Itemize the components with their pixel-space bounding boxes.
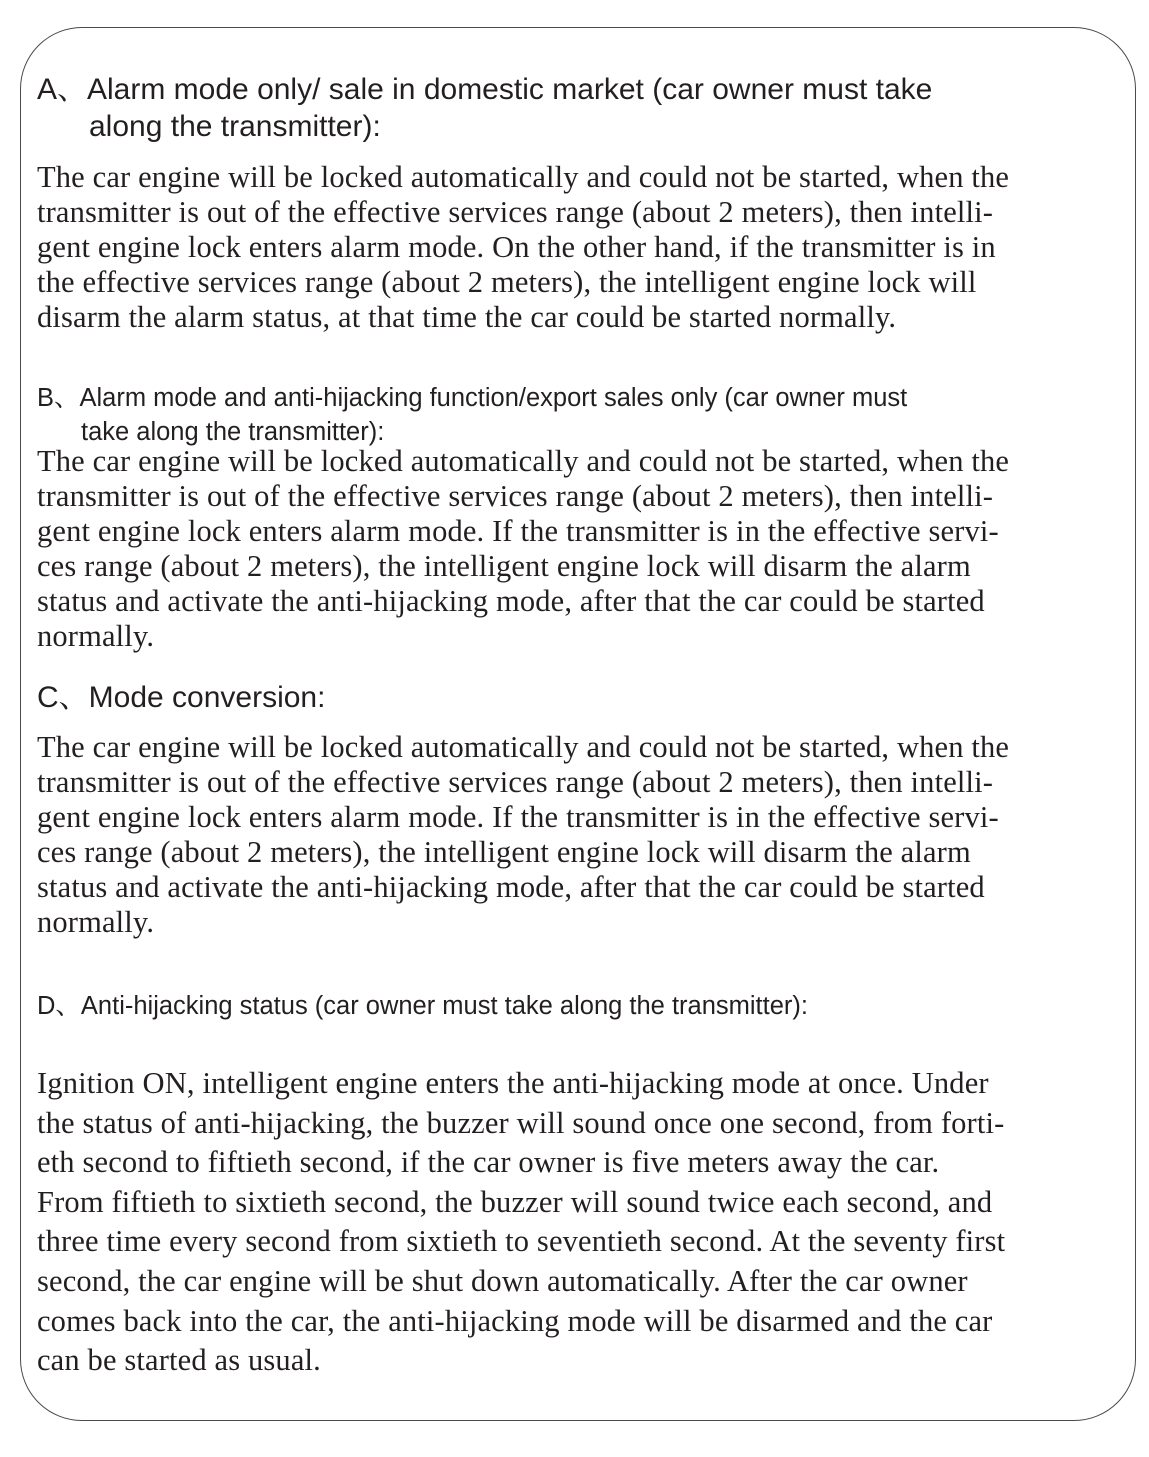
section-c-heading: [37, 679, 325, 716]
body-line: gent engine lock enters alarm mode. On the other hand, if the transmitter is in: [37, 230, 996, 264]
section-b-heading: [37, 381, 907, 449]
body-line: transmitter is out of the effective services range (about 2 meters), then intelli-: [37, 195, 994, 229]
heading-line: take along the transmitter):: [81, 418, 385, 446]
body-line: gent engine lock enters alarm mode. If the transmitter is in the effective servi-: [37, 514, 999, 548]
body-line: comes back into the car, the anti-hijacking mode will be disarmed and the car: [37, 1303, 993, 1338]
body-line: The car engine will be locked automatically and could not be started, when the: [37, 444, 1010, 478]
body-line: the status of anti-hijacking, the buzzer will sound once one second, from forti-: [37, 1105, 1005, 1140]
body-line: can be started as usual.: [37, 1343, 321, 1378]
heading-line: C、Mode conversion:: [37, 681, 326, 714]
body-line: The car engine will be locked automatically and could not be started, when the: [37, 160, 1010, 194]
section-d-body: [37, 1064, 1005, 1381]
body-line: normally.: [37, 905, 155, 939]
section-a-body: [37, 160, 1009, 335]
heading-line: B、Alarm mode and anti-hijacking function/export sales only (car owner must: [37, 384, 908, 412]
body-line: the effective services range (about 2 meters), the intelligent engine lock will: [37, 265, 977, 299]
body-line: transmitter is out of the effective services range (about 2 meters), then intelli-: [37, 765, 994, 799]
section-a-heading: [37, 71, 932, 145]
body-line: ces range (about 2 meters), the intelligent engine lock will disarm the alarm: [37, 835, 971, 869]
section-d-heading: [37, 989, 808, 1023]
body-line: Ignition ON, intelligent engine enters the anti-hijacking mode at once. Under: [37, 1066, 989, 1100]
body-line: eth second to fiftieth second, if the car owner is five meters away the car.: [37, 1145, 940, 1180]
section-b-body: [37, 444, 1009, 654]
body-line: normally.: [37, 619, 155, 653]
body-line: second, the car engine will be shut down automatically. After the car owner: [37, 1263, 968, 1298]
body-line: disarm the alarm status, at that time the car could be started normally.: [37, 300, 897, 334]
body-line: three time every second from sixtieth to seventieth second. At the seventy first: [37, 1224, 1006, 1259]
body-line: status and activate the anti-hijacking mode, after that the car could be started: [37, 584, 985, 618]
heading-line: A、Alarm mode only/ sale in domestic market (car owner must take: [37, 73, 933, 106]
body-line: From fiftieth to sixtieth second, the buzzer will sound twice each second, and: [37, 1184, 993, 1219]
heading-line: D、Anti-hijacking status (car owner must take along the transmitter):: [37, 992, 808, 1020]
body-line: The car engine will be locked automatically and could not be started, when the: [37, 730, 1010, 764]
heading-line: along the transmitter):: [89, 110, 381, 143]
section-c-body: [37, 730, 1009, 940]
body-line: ces range (about 2 meters), the intelligent engine lock will disarm the alarm: [37, 549, 971, 583]
body-line: status and activate the anti-hijacking mode, after that the car could be started: [37, 870, 985, 904]
body-line: gent engine lock enters alarm mode. If the transmitter is in the effective servi-: [37, 800, 999, 834]
body-line: transmitter is out of the effective services range (about 2 meters), then intelli-: [37, 479, 994, 513]
